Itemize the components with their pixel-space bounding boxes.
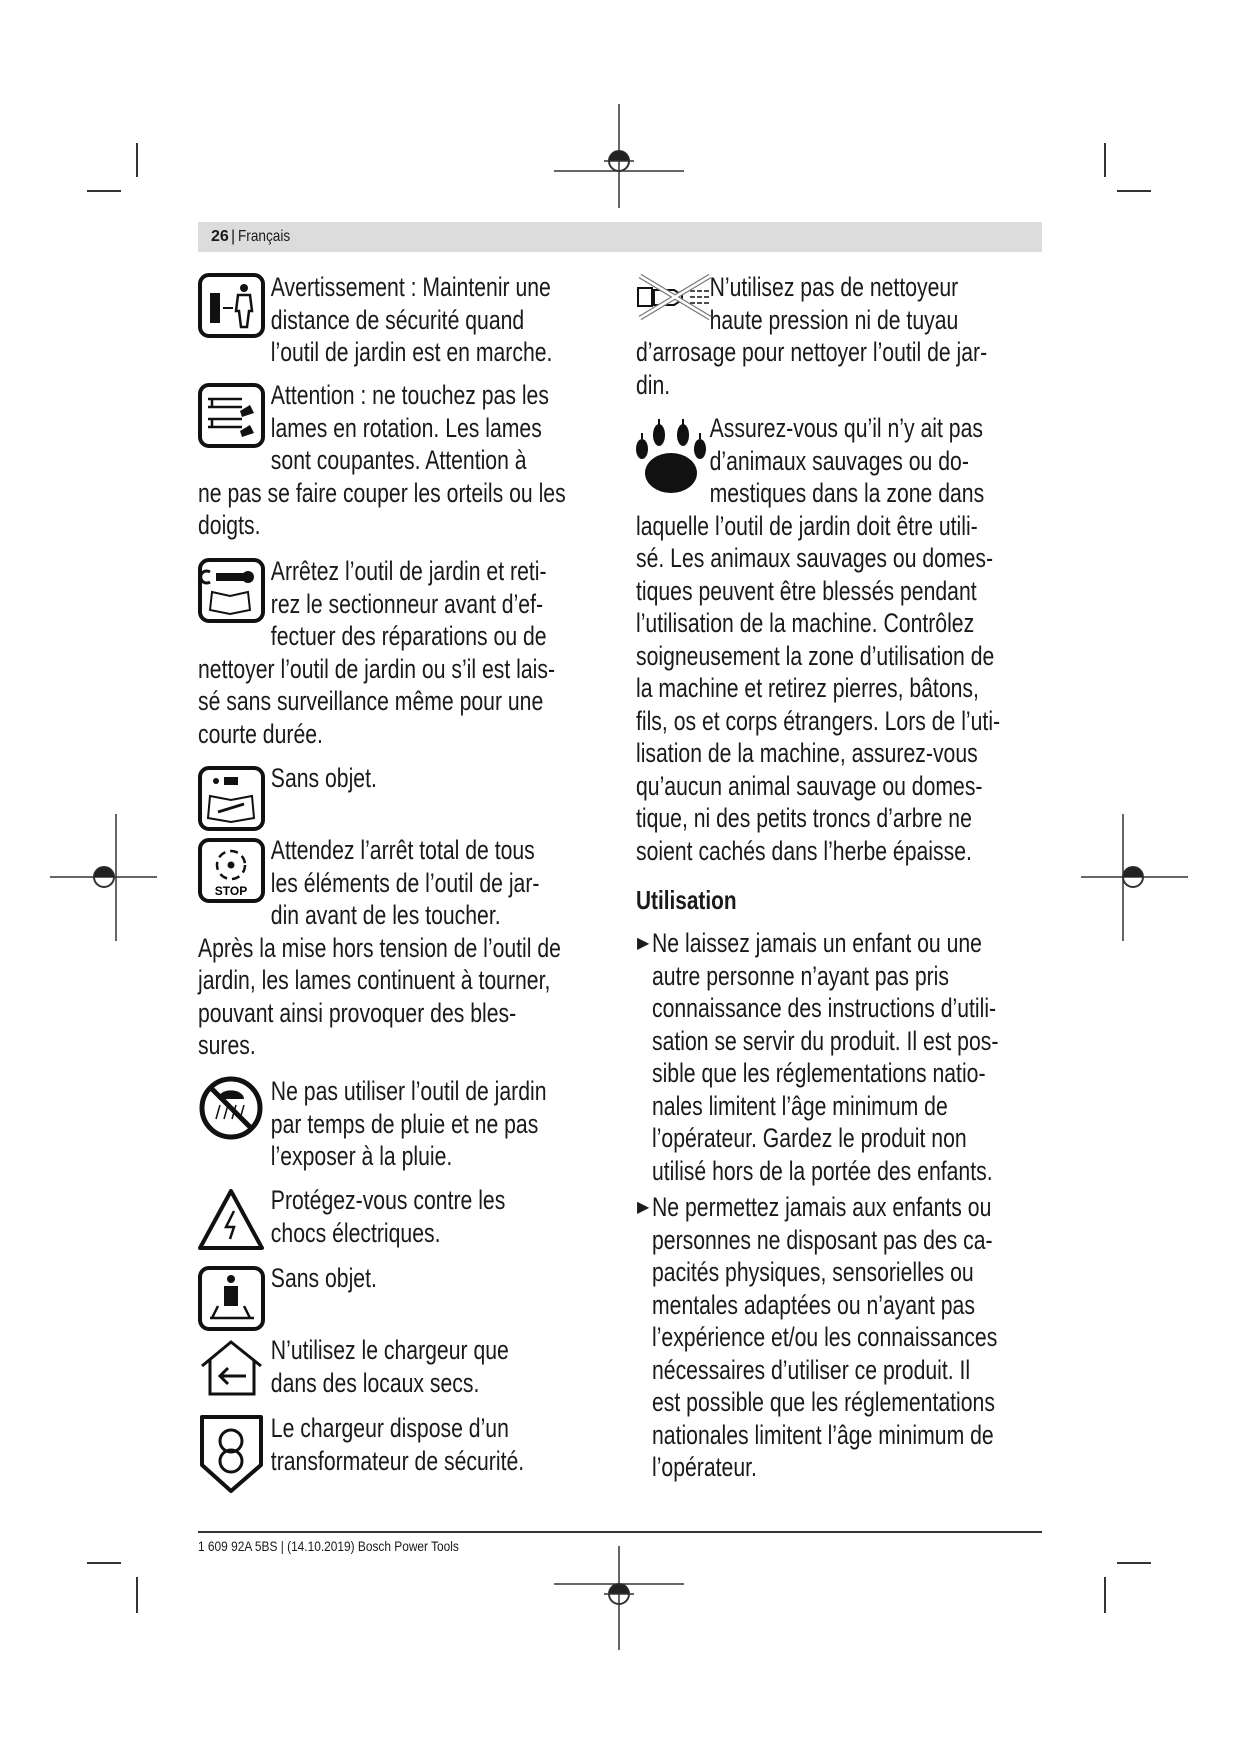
paragraph bbox=[198, 1262, 422, 1295]
text-line: soient cachés dans l’herbe épaisse. bbox=[636, 835, 972, 866]
registration-mark-bottom bbox=[554, 1546, 686, 1652]
section-title: Utilisation bbox=[636, 885, 737, 915]
text-line: qu’aucun animal sauvage ou domes- bbox=[636, 770, 983, 801]
text-line: tique, ni des petits troncs d’arbre ne bbox=[636, 803, 972, 833]
text-line: l’opérateur. Gardez le produit non bbox=[652, 1123, 967, 1153]
text-line: jardin, les lames continuent à tourner, bbox=[198, 965, 551, 995]
text-line: Sans objet. bbox=[270, 1263, 377, 1293]
text-line: est possible que les réglementations bbox=[652, 1387, 995, 1417]
svg-text:STOP: STOP bbox=[214, 884, 248, 898]
text-line: mentales adaptées ou n’ayant pas bbox=[652, 1289, 975, 1320]
text-line: d’animaux sauvages ou do- bbox=[709, 445, 969, 476]
registration-mark-top bbox=[554, 104, 686, 210]
footer-rule bbox=[198, 1531, 1042, 1533]
text-line: din. bbox=[636, 369, 671, 400]
text-line: nécessaires d’utiliser ce produit. Il bbox=[652, 1354, 971, 1385]
text-line: din avant de les toucher. bbox=[270, 900, 501, 930]
paragraph bbox=[198, 1075, 634, 1173]
bullet-marker-icon: ▶ bbox=[637, 1199, 650, 1216]
paragraph bbox=[198, 1334, 587, 1399]
text-line: nales limitent l’âge minimum de bbox=[652, 1090, 948, 1121]
text-line: fils, os et corps étrangers. Lors de l’uti- bbox=[636, 705, 1001, 736]
text-line: utilisé hors de la portée des enfants. bbox=[652, 1155, 993, 1186]
text-line: Ne pas utiliser l’outil de jardin bbox=[270, 1076, 547, 1106]
text-line: courte durée. bbox=[198, 718, 323, 749]
text-line: l’expérience et/ou les connaissances bbox=[652, 1322, 998, 1352]
text-line: mestiques dans la zone dans bbox=[709, 478, 985, 508]
paragraph bbox=[198, 762, 422, 795]
text-line: sures. bbox=[198, 1030, 256, 1060]
text-line: l’opérateur. bbox=[652, 1452, 757, 1482]
text-line: sé. Les animaux sauvages ou domes- bbox=[636, 543, 994, 573]
text-line: N’utilisez pas de nettoyeur bbox=[709, 272, 959, 302]
text-line: Arrêtez l’outil de jardin et reti- bbox=[270, 556, 547, 586]
page-number: 26 bbox=[211, 228, 229, 245]
text-line: les éléments de l’outil de jar- bbox=[270, 867, 540, 898]
paragraph bbox=[198, 379, 658, 542]
text-line: Protégez-vous contre les bbox=[270, 1185, 506, 1215]
paragraph bbox=[636, 412, 1091, 867]
text-line: tiques peuvent être blessés pendant bbox=[636, 575, 977, 606]
text-line: fectuer des réparations ou de bbox=[270, 621, 547, 651]
text-line: sible que les réglementations natio- bbox=[652, 1058, 986, 1088]
text-line: Attention : ne touchez pas les bbox=[270, 380, 549, 410]
text-line: Après la mise hors tension de l’outil de bbox=[198, 932, 561, 963]
text-line: autre personne n’ayant pas pris bbox=[652, 960, 949, 991]
registration-mark-right bbox=[1081, 814, 1189, 942]
text-line: sation se servir du produit. Il est pos- bbox=[652, 1025, 999, 1056]
text-line: laquelle l’outil de jardin doit être utili- bbox=[636, 510, 978, 541]
text-line: rez le sectionneur avant d’ef- bbox=[270, 588, 544, 619]
text-line: Sans objet. bbox=[270, 763, 377, 793]
page-header: 26 | Français bbox=[198, 222, 1042, 252]
text-line: chocs électriques. bbox=[270, 1217, 441, 1248]
registration-mark-left bbox=[50, 814, 158, 942]
text-line: pacités physiques, sensorielles ou bbox=[652, 1257, 974, 1287]
text-line: Assurez-vous qu’il n’y ait pas bbox=[709, 413, 983, 443]
text-line: pouvant ainsi provoquer des bles- bbox=[198, 997, 517, 1028]
text-line: l’outil de jardin est en marche. bbox=[270, 337, 553, 367]
text-line: nationales limitent l’âge minimum de bbox=[652, 1419, 994, 1450]
paragraph bbox=[198, 1184, 582, 1249]
text-line: Avertissement : Maintenir une bbox=[270, 272, 551, 302]
text-line: sé sans surveillance même pour une bbox=[198, 686, 544, 716]
paragraph bbox=[198, 271, 641, 369]
paragraph bbox=[636, 271, 1075, 401]
text-line: la machine et retirez pierres, bâtons, bbox=[636, 673, 979, 703]
footer-text: 1 609 92A 5BS | (14.10.2019) Bosch Power Tools bbox=[198, 1538, 459, 1554]
text-line: sont coupantes. Attention à bbox=[270, 445, 527, 475]
text-line: distance de sécurité quand bbox=[270, 304, 525, 335]
text-line: l’exposer à la pluie. bbox=[270, 1141, 453, 1171]
text-line: dans des locaux secs. bbox=[270, 1367, 480, 1398]
bullet-marker-icon: ▶ bbox=[637, 935, 650, 952]
text-line: Attendez l’arrêt total de tous bbox=[270, 835, 535, 865]
bullet-item bbox=[636, 1191, 1088, 1484]
text-line: soigneusement la zone d’utilisation de bbox=[636, 640, 995, 671]
text-line: Ne permettez jamais aux enfants ou bbox=[652, 1192, 992, 1222]
text-line: par temps de pluie et ne pas bbox=[270, 1108, 539, 1139]
language-label: Français bbox=[238, 228, 291, 245]
text-line: lames en rotation. Les lames bbox=[270, 412, 542, 443]
text-line: l’utilisation de la machine. Contrôlez bbox=[636, 608, 975, 638]
text-line: Le chargeur dispose d’un bbox=[270, 1413, 509, 1443]
text-line: transformateur de sécurité. bbox=[270, 1445, 525, 1476]
text-line: haute pression ni de tuyau bbox=[709, 304, 959, 335]
text-line: Ne laissez jamais un enfant ou une bbox=[652, 928, 982, 958]
text-line: ne pas se faire couper les orteils ou les bbox=[198, 477, 566, 508]
text-line: doigts. bbox=[198, 510, 261, 540]
section-heading bbox=[636, 884, 762, 917]
text-line: personnes ne disposant pas des ca- bbox=[652, 1224, 993, 1255]
text-line: connaissance des instructions d’utili- bbox=[652, 993, 997, 1023]
paragraph bbox=[198, 1412, 606, 1477]
bullet-item bbox=[636, 927, 1089, 1187]
text-line: nettoyer l’outil de jardin ou s’il est lais- bbox=[198, 653, 556, 684]
text-line: N’utilisez le chargeur que bbox=[270, 1335, 509, 1365]
paragraph bbox=[198, 834, 652, 1062]
text-line: lisation de la machine, assurez-vous bbox=[636, 738, 978, 768]
paragraph bbox=[198, 555, 644, 750]
text-line: d’arrosage pour nettoyer l’outil de jar- bbox=[636, 337, 988, 367]
